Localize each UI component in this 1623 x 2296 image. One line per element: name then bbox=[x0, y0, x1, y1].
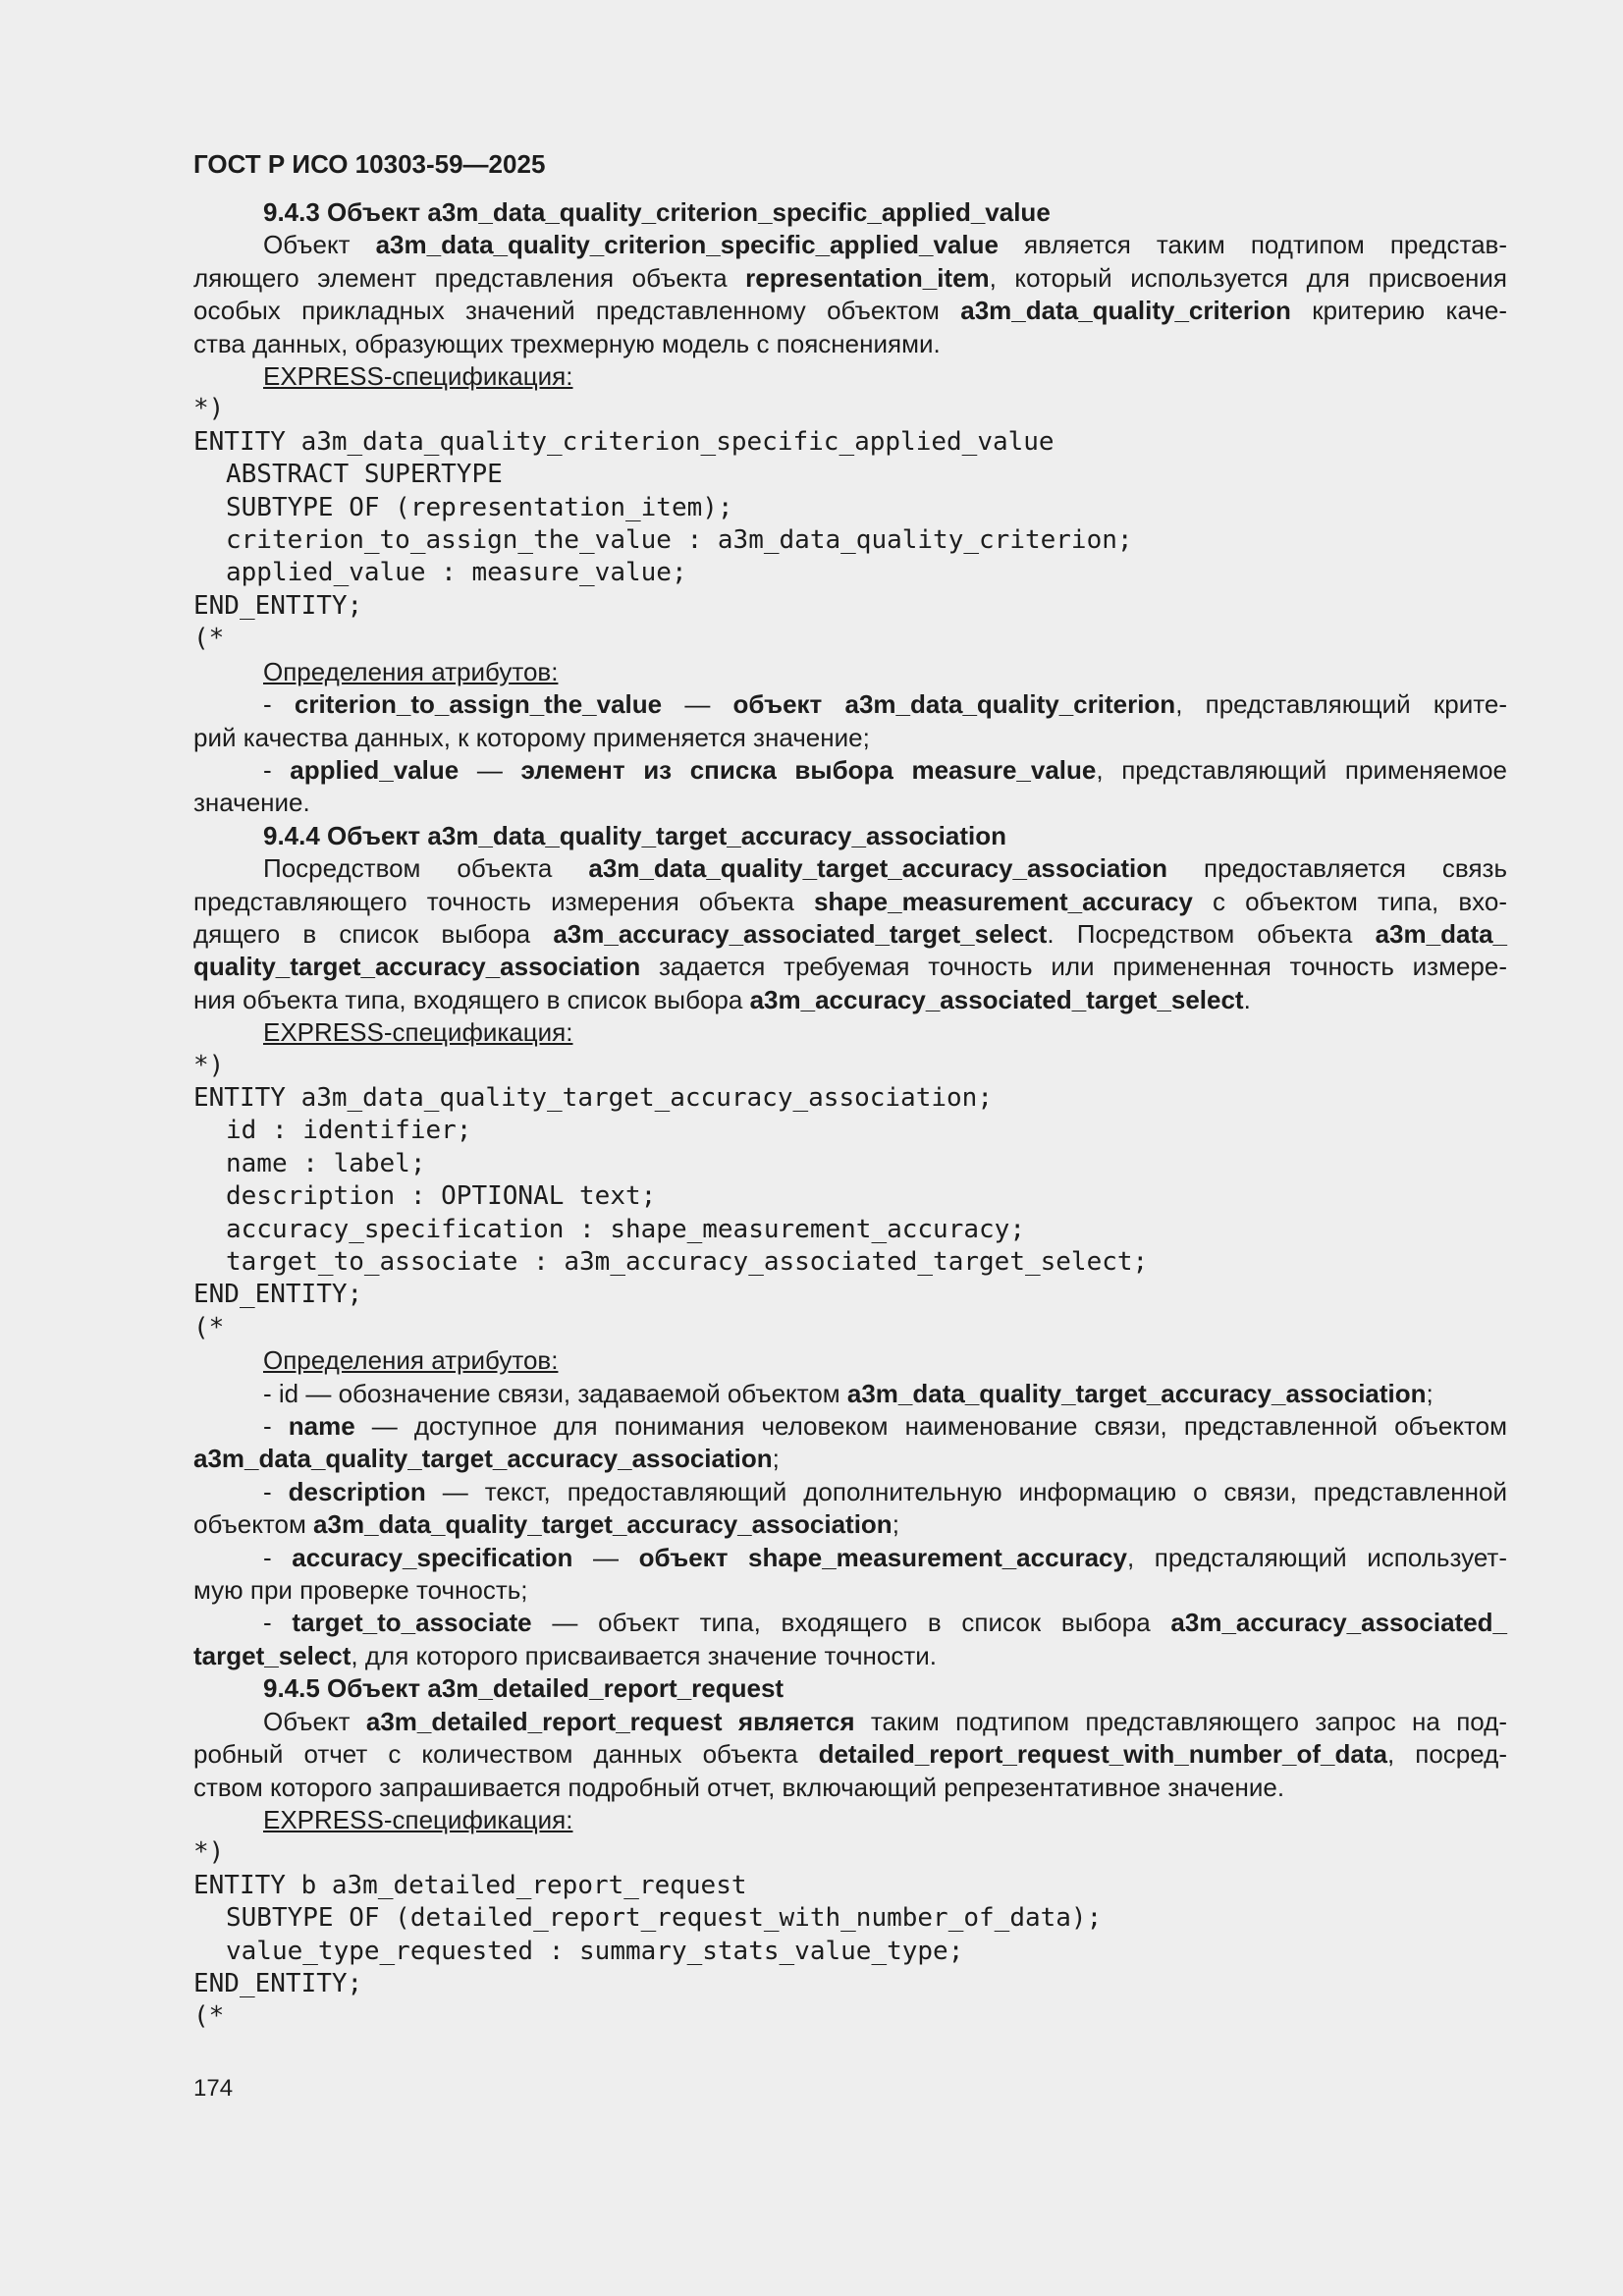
code-line: (* bbox=[193, 2001, 225, 2032]
text-run: - bbox=[263, 754, 291, 785]
text-run: ; bbox=[892, 1509, 899, 1540]
code-line: END_ENTITY; bbox=[193, 590, 363, 621]
code-line: accuracy_specification : shape_measurement_accuracy; bbox=[226, 1214, 1025, 1244]
paragraph-line bbox=[193, 918, 1507, 951]
attributes-label-text: Определения атрибутов: bbox=[263, 656, 559, 686]
text-run: — bbox=[459, 754, 521, 785]
paragraph-line bbox=[193, 886, 1507, 918]
paragraph-line bbox=[193, 1706, 1507, 1738]
entity-name: target_select bbox=[193, 1640, 352, 1670]
text-run: предоставляется связь bbox=[1167, 853, 1507, 884]
text-run: , представляющий применяемое bbox=[1096, 754, 1507, 785]
entity-name: объект shape_measurement_accuracy bbox=[638, 1542, 1127, 1572]
code-line: name : label; bbox=[226, 1148, 426, 1178]
text-run: - bbox=[263, 1411, 289, 1442]
text-run: является таким подтипом представ- bbox=[999, 230, 1507, 260]
entity-name: элемент из списка выбора measure_value bbox=[520, 754, 1097, 785]
text-run: Посредством объекта bbox=[263, 853, 589, 884]
text-run: . bbox=[1243, 984, 1251, 1014]
attribute-name: target_to_associate bbox=[292, 1608, 532, 1638]
text-run: дящего в список выбора bbox=[193, 918, 554, 949]
code-line: target_to_associate : a3m_accuracy_associated_target_select; bbox=[226, 1247, 1149, 1277]
code-line: applied_value : measure_value; bbox=[226, 558, 687, 588]
entity-name: shape_measurement_accuracy bbox=[813, 886, 1193, 916]
entity-name: a3m_data_quality_target_accuracy_association bbox=[846, 1378, 1427, 1408]
section-heading-9-4-3: 9.4.3 Объект a3m_data_quality_criterion_specific_applied_value bbox=[263, 197, 1051, 227]
code-line: END_ENTITY; bbox=[193, 1280, 363, 1310]
page-content bbox=[193, 147, 1507, 2034]
section-heading-9-4-4: 9.4.4 Объект a3m_data_quality_target_accuracy_association bbox=[263, 820, 1007, 850]
code-line: (* bbox=[193, 1312, 225, 1342]
code-line: SUBTYPE OF (detailed_report_request_with_number_of_data); bbox=[226, 1903, 1103, 1934]
attribute-definition-cont: значение. bbox=[193, 788, 310, 818]
entity-name: a3m_data_quality_criterion_specific_applied_value bbox=[375, 230, 999, 260]
section-heading-9-4-5: 9.4.5 Объект a3m_detailed_report_request bbox=[263, 1673, 784, 1704]
text-run: таким подтипом представляющего запрос на под- bbox=[854, 1706, 1507, 1736]
entity-name: a3m_data_quality_target_accuracy_association bbox=[313, 1509, 893, 1540]
text-run: , предсталяющий использует- bbox=[1126, 1542, 1507, 1572]
text-run: с объектом типа, вхо- bbox=[1192, 886, 1507, 916]
attribute-definition bbox=[193, 1476, 1507, 1508]
express-label-text: EXPRESS-спецификация: bbox=[263, 1017, 573, 1048]
code-line: *) bbox=[193, 1050, 225, 1080]
express-label bbox=[193, 1804, 1507, 1836]
paragraph-line bbox=[193, 229, 1507, 261]
text-run: , для которого присваивается значение точности. bbox=[351, 1640, 937, 1670]
paragraph-line: ством которого запрашивается подробный отчет, включающий репрезентативное значение. bbox=[193, 1772, 1285, 1802]
attribute-definition-cont bbox=[193, 1640, 1507, 1672]
paragraph-line: ства данных, образующих трехмерную модель с пояснениями. bbox=[193, 328, 941, 358]
attribute-name: accuracy_specification bbox=[292, 1542, 573, 1572]
attribute-definition bbox=[193, 1410, 1507, 1443]
code-line: ENTITY a3m_data_quality_target_accuracy_association; bbox=[193, 1082, 993, 1113]
text-run: ; bbox=[1426, 1378, 1434, 1408]
entity-name: a3m_data_quality_target_accuracy_association bbox=[193, 1444, 773, 1474]
attribute-name: applied_value bbox=[290, 754, 460, 785]
text-run: — bbox=[662, 689, 733, 720]
text-run: - bbox=[263, 1476, 289, 1506]
entity-name: a3m_accuracy_associated_target_select bbox=[553, 918, 1048, 949]
text-run: объектом bbox=[193, 1509, 314, 1540]
paragraph-line bbox=[193, 852, 1507, 885]
text-run: , представляющий крите- bbox=[1175, 689, 1507, 720]
standard-header: ГОСТ Р ИСО 10303-59—2025 bbox=[193, 149, 546, 179]
code-line: ENTITY a3m_data_quality_criterion_specific_applied_value bbox=[193, 426, 1055, 457]
entity-name: a3m_accuracy_associated_ bbox=[1170, 1608, 1507, 1638]
express-label-text: EXPRESS-спецификация: bbox=[263, 361, 573, 392]
attributes-label-text: Определения атрибутов: bbox=[263, 1345, 559, 1376]
text-run: . Посредством объекта bbox=[1047, 918, 1376, 949]
attribute-definition-cont: мую при проверке точность; bbox=[193, 1575, 528, 1606]
paragraph-line bbox=[193, 262, 1507, 295]
text-run: ния объекта типа, входящего в список выбора bbox=[193, 984, 750, 1014]
text-run: - id — обозначение связи, задаваемой объектом bbox=[263, 1378, 847, 1408]
text-run: представляющего точность измерения объекта bbox=[193, 886, 814, 916]
entity-name: объект a3m_data_quality_criterion bbox=[732, 689, 1176, 720]
entity-name: a3m_accuracy_associated_target_select bbox=[749, 984, 1244, 1014]
attribute-name: name bbox=[288, 1411, 355, 1442]
paragraph-line bbox=[193, 295, 1507, 327]
text-run: ляющего элемент представления объекта bbox=[193, 262, 746, 293]
attribute-definition bbox=[193, 1378, 1507, 1410]
code-line: criterion_to_assign_the_value : a3m_data_quality_criterion; bbox=[226, 525, 1133, 556]
text-run: Объект bbox=[263, 1706, 366, 1736]
code-line: (* bbox=[193, 624, 225, 654]
paragraph-line bbox=[193, 951, 1507, 983]
attribute-definition-cont bbox=[193, 1443, 1507, 1475]
text-run: — объект типа, входящего в список выбора bbox=[531, 1608, 1171, 1638]
code-line: *) bbox=[193, 394, 225, 424]
entity-name: a3m_data_quality_criterion bbox=[960, 296, 1291, 326]
code-line: ABSTRACT SUPERTYPE bbox=[226, 460, 503, 490]
attribute-definition bbox=[193, 1542, 1507, 1574]
entity-name: a3m_data_quality_target_accuracy_association bbox=[588, 853, 1168, 884]
text-run: ; bbox=[772, 1444, 780, 1474]
express-label bbox=[193, 1016, 1507, 1049]
paragraph-line bbox=[193, 984, 1507, 1016]
attribute-definition bbox=[193, 1607, 1507, 1639]
entity-name: quality_target_accuracy_association bbox=[193, 952, 641, 982]
entity-name: representation_item bbox=[745, 262, 990, 293]
express-label-text: EXPRESS-спецификация: bbox=[263, 1804, 573, 1834]
code-line: ENTITY b a3m_detailed_report_request bbox=[193, 1870, 747, 1900]
code-line: SUBTYPE OF (representation_item); bbox=[226, 492, 733, 522]
text-run: Объект bbox=[263, 230, 376, 260]
text-run: — текст, предоставляющий дополнительную информацию о связи, представленной bbox=[425, 1476, 1507, 1506]
text-run: критерию каче- bbox=[1290, 296, 1507, 326]
code-line: END_ENTITY; bbox=[193, 1968, 363, 1998]
attributes-label bbox=[193, 1344, 1507, 1377]
express-label bbox=[193, 360, 1507, 393]
attribute-name: criterion_to_assign_the_value bbox=[294, 689, 663, 720]
entity-name: a3m_data_ bbox=[1375, 918, 1507, 949]
code-line: *) bbox=[193, 1837, 225, 1868]
attribute-name: description bbox=[288, 1476, 426, 1506]
text-run: — bbox=[572, 1542, 639, 1572]
paragraph-line bbox=[193, 1738, 1507, 1771]
attribute-definition bbox=[193, 754, 1507, 787]
text-run: , который используется для присвоения bbox=[989, 262, 1507, 293]
text-run: задается требуемая точность или примененная точность измере- bbox=[640, 952, 1507, 982]
code-line: description : OPTIONAL text; bbox=[226, 1181, 657, 1212]
entity-name: detailed_report_request_with_number_of_data bbox=[818, 1739, 1387, 1770]
entity-name: a3m_detailed_report_request является bbox=[365, 1706, 855, 1736]
attribute-definition-cont: рий качества данных, к которому применяется значение; bbox=[193, 722, 870, 752]
page-number: 174 bbox=[193, 2075, 234, 2102]
text-run: , посред- bbox=[1386, 1739, 1507, 1770]
attribute-definition bbox=[193, 688, 1507, 721]
text-run: - bbox=[263, 1608, 293, 1638]
text-run: особых прикладных значений представленному объектом bbox=[193, 296, 961, 326]
code-line: id : identifier; bbox=[226, 1116, 472, 1146]
text-run: - bbox=[263, 689, 295, 720]
code-line: value_type_requested : summary_stats_value_type; bbox=[226, 1936, 964, 1966]
text-run: - bbox=[263, 1542, 293, 1572]
attribute-definition-cont bbox=[193, 1508, 1507, 1541]
text-run: робный отчет с количеством данных объекта bbox=[193, 1739, 819, 1770]
attributes-label bbox=[193, 656, 1507, 688]
text-run: — доступное для понимания человеком наименование связи, представленной объектом bbox=[354, 1411, 1507, 1442]
